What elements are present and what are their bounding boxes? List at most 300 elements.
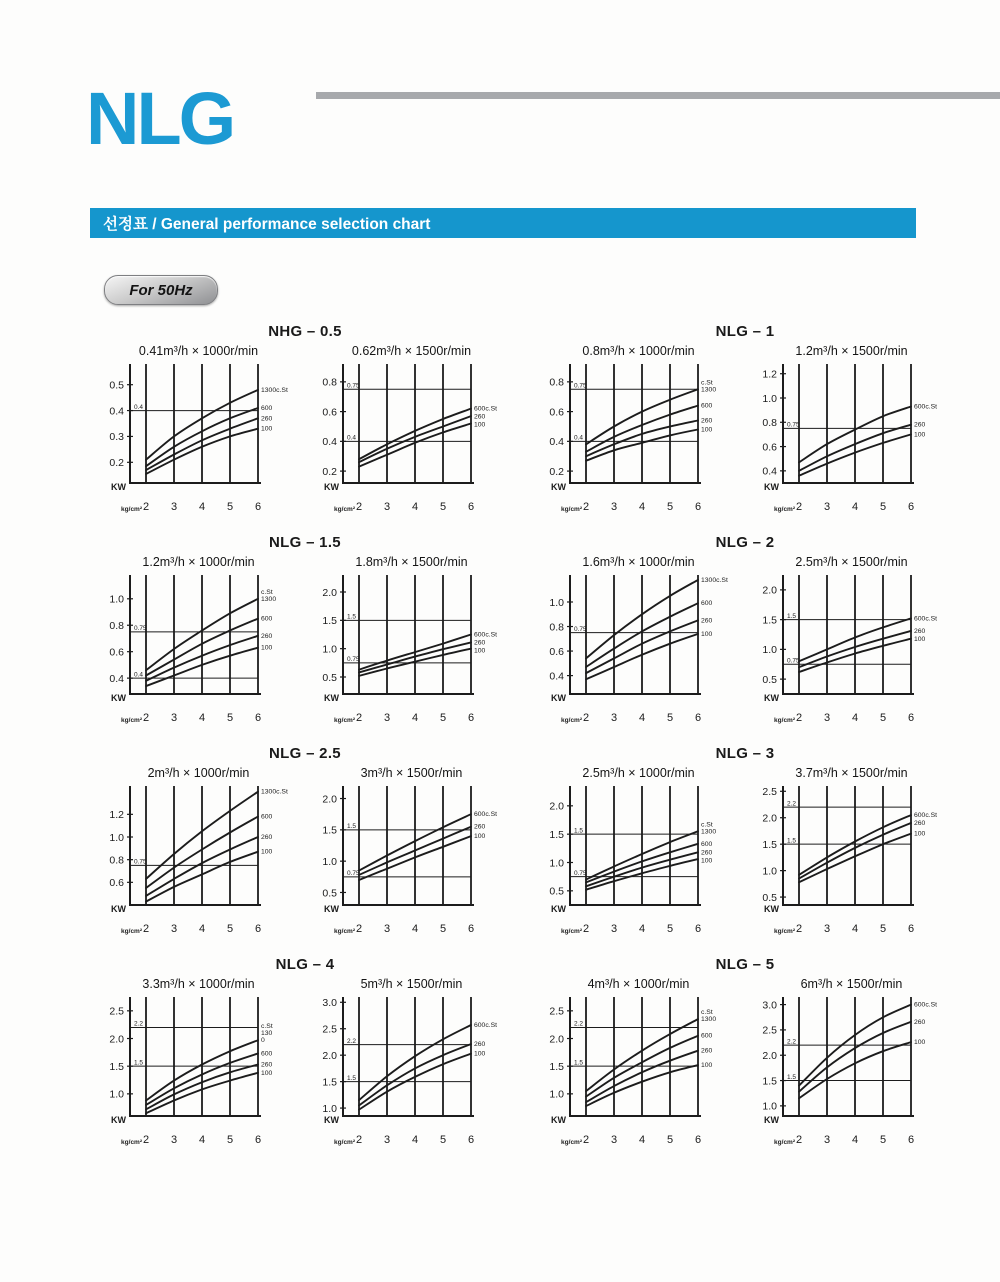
svg-text:1.5: 1.5 <box>762 614 777 627</box>
svg-text:1.5: 1.5 <box>787 1073 797 1081</box>
chart-subtitle: 1.2m³/h × 1000r/min <box>142 555 255 569</box>
svg-text:0.75: 0.75 <box>134 858 147 866</box>
svg-text:600c.St: 600c.St <box>474 631 498 639</box>
section-header-bar <box>90 208 916 238</box>
svg-text:2: 2 <box>795 923 803 935</box>
svg-text:0.8: 0.8 <box>322 376 337 389</box>
svg-text:2: 2 <box>795 501 803 513</box>
svg-text:4: 4 <box>638 923 646 935</box>
svg-text:2: 2 <box>795 712 803 724</box>
svg-text:1.5: 1.5 <box>574 827 584 835</box>
svg-text:2.0: 2.0 <box>762 812 777 825</box>
section-title: NLG – 2 <box>715 534 775 551</box>
svg-text:2: 2 <box>355 923 363 935</box>
svg-text:4: 4 <box>411 712 419 724</box>
svg-text:3.0: 3.0 <box>762 999 777 1012</box>
svg-text:3: 3 <box>823 923 831 935</box>
svg-text:1.0: 1.0 <box>109 1088 124 1101</box>
svg-text:5: 5 <box>439 501 447 513</box>
svg-text:4: 4 <box>638 501 646 513</box>
svg-text:2.0: 2.0 <box>549 800 564 813</box>
svg-text:2: 2 <box>355 1134 363 1146</box>
svg-text:0.2: 0.2 <box>549 465 564 478</box>
svg-text:2: 2 <box>795 1134 803 1146</box>
svg-text:5: 5 <box>879 1134 887 1146</box>
charts-grid <box>92 323 958 1150</box>
svg-text:1.2: 1.2 <box>109 809 124 822</box>
chart-svg <box>309 359 514 517</box>
svg-text:6: 6 <box>254 1134 262 1146</box>
svg-text:6: 6 <box>254 712 262 724</box>
svg-text:600c.St: 600c.St <box>914 403 938 411</box>
svg-text:5: 5 <box>226 1134 234 1146</box>
svg-text:c.St: c.St <box>261 588 273 596</box>
svg-text:0.5: 0.5 <box>109 379 124 392</box>
svg-text:1.5: 1.5 <box>787 837 797 845</box>
chart-pair <box>536 764 954 939</box>
svg-text:1.5: 1.5 <box>347 823 357 831</box>
svg-text:0.75: 0.75 <box>347 382 360 390</box>
svg-text:260: 260 <box>261 415 273 423</box>
svg-text:4: 4 <box>198 923 206 935</box>
svg-text:5: 5 <box>666 923 674 935</box>
performance-chart <box>536 342 741 517</box>
svg-text:KW: KW <box>324 904 339 914</box>
svg-text:1.5: 1.5 <box>347 1074 357 1082</box>
chart-svg <box>749 570 954 728</box>
svg-text:2.2: 2.2 <box>134 1020 144 1028</box>
svg-text:1300: 1300 <box>261 595 277 603</box>
svg-text:2.0: 2.0 <box>109 1033 124 1046</box>
performance-chart <box>536 975 741 1150</box>
svg-text:kg/cm²: kg/cm² <box>334 1139 355 1146</box>
chart-svg <box>749 781 954 939</box>
chart-subtitle: 1.8m³/h × 1500r/min <box>355 555 468 569</box>
svg-text:KW: KW <box>111 482 126 492</box>
frequency-badge-label: For 50Hz <box>129 281 193 299</box>
svg-text:3: 3 <box>610 1134 618 1146</box>
svg-text:2.2: 2.2 <box>787 800 797 808</box>
top-rule <box>316 92 1000 99</box>
chart-pair <box>96 553 514 728</box>
svg-text:1.0: 1.0 <box>762 392 777 405</box>
svg-text:1.0: 1.0 <box>549 596 564 609</box>
chart-subtitle: 2.5m³/h × 1000r/min <box>582 766 695 780</box>
svg-text:0.4: 0.4 <box>322 436 337 449</box>
svg-text:260: 260 <box>474 413 486 421</box>
performance-chart <box>309 553 514 728</box>
svg-text:kg/cm²: kg/cm² <box>334 506 355 513</box>
svg-text:3.0: 3.0 <box>322 997 337 1010</box>
chart-subtitle: 3.3m³/h × 1000r/min <box>142 977 255 991</box>
svg-text:4: 4 <box>411 501 419 513</box>
svg-text:2.0: 2.0 <box>762 584 777 597</box>
svg-text:6: 6 <box>694 923 702 935</box>
svg-text:KW: KW <box>551 904 566 914</box>
performance-chart <box>536 764 741 939</box>
svg-text:600: 600 <box>701 840 713 848</box>
svg-text:kg/cm²: kg/cm² <box>121 506 142 513</box>
chart-subtitle: 6m³/h × 1500r/min <box>800 977 903 991</box>
svg-text:1.0: 1.0 <box>549 1088 564 1101</box>
svg-text:3: 3 <box>383 712 391 724</box>
svg-text:kg/cm²: kg/cm² <box>121 717 142 724</box>
svg-text:100: 100 <box>474 647 486 655</box>
svg-text:1.0: 1.0 <box>109 831 124 844</box>
frequency-badge <box>104 275 218 305</box>
svg-text:0.6: 0.6 <box>549 406 564 419</box>
svg-text:600: 600 <box>261 813 273 821</box>
svg-text:6: 6 <box>694 501 702 513</box>
svg-text:2.0: 2.0 <box>322 1049 337 1062</box>
performance-chart <box>749 764 954 939</box>
performance-chart <box>536 553 741 728</box>
chart-subtitle: 4m³/h × 1000r/min <box>587 977 690 991</box>
svg-text:3: 3 <box>823 501 831 513</box>
svg-text:kg/cm²: kg/cm² <box>774 506 795 513</box>
svg-text:0.75: 0.75 <box>787 657 800 665</box>
svg-text:1.5: 1.5 <box>762 1075 777 1088</box>
svg-text:0.5: 0.5 <box>549 885 564 898</box>
svg-text:1300c.St: 1300c.St <box>701 576 728 584</box>
svg-text:KW: KW <box>551 1115 566 1125</box>
svg-text:2.0: 2.0 <box>762 1050 777 1063</box>
svg-text:600c.St: 600c.St <box>474 811 498 819</box>
svg-text:260: 260 <box>474 823 486 831</box>
svg-text:0.8: 0.8 <box>109 854 124 867</box>
svg-text:kg/cm²: kg/cm² <box>121 928 142 935</box>
svg-text:2: 2 <box>142 712 150 724</box>
svg-text:6: 6 <box>467 1134 475 1146</box>
svg-text:600c.St: 600c.St <box>474 1022 498 1030</box>
chart-svg <box>309 781 514 939</box>
svg-text:5: 5 <box>879 923 887 935</box>
svg-text:600: 600 <box>261 1050 273 1058</box>
svg-text:2.5: 2.5 <box>549 1005 564 1018</box>
svg-text:260: 260 <box>474 639 486 647</box>
svg-text:6: 6 <box>907 501 915 513</box>
svg-text:1.2: 1.2 <box>762 368 777 381</box>
svg-text:1.5: 1.5 <box>762 838 777 851</box>
svg-text:260: 260 <box>914 1018 926 1026</box>
svg-text:0.6: 0.6 <box>109 646 124 659</box>
svg-text:1300c.St: 1300c.St <box>261 386 288 394</box>
svg-text:260: 260 <box>914 820 926 828</box>
svg-text:600: 600 <box>701 402 713 410</box>
svg-text:100: 100 <box>914 635 926 643</box>
svg-text:1.5: 1.5 <box>347 613 357 621</box>
svg-text:5: 5 <box>439 923 447 935</box>
svg-text:3: 3 <box>610 501 618 513</box>
svg-text:0.4: 0.4 <box>347 434 357 442</box>
chart-subtitle: 1.2m³/h × 1500r/min <box>795 344 908 358</box>
svg-text:260: 260 <box>914 627 926 635</box>
svg-text:1.0: 1.0 <box>762 644 777 657</box>
svg-text:0.6: 0.6 <box>549 645 564 658</box>
svg-text:3: 3 <box>170 501 178 513</box>
performance-chart <box>96 764 301 939</box>
svg-text:260: 260 <box>701 617 713 625</box>
svg-text:100: 100 <box>701 630 713 638</box>
svg-text:6: 6 <box>907 1134 915 1146</box>
svg-text:0.75: 0.75 <box>574 625 587 633</box>
svg-text:100: 100 <box>261 848 273 856</box>
svg-text:0.5: 0.5 <box>762 673 777 686</box>
svg-text:100: 100 <box>914 431 926 439</box>
svg-text:1300: 1300 <box>701 386 717 394</box>
svg-text:0.4: 0.4 <box>109 405 124 418</box>
svg-text:0.6: 0.6 <box>109 877 124 890</box>
svg-text:3: 3 <box>823 712 831 724</box>
performance-chart <box>96 553 301 728</box>
chart-svg <box>749 992 954 1150</box>
svg-text:1.0: 1.0 <box>322 643 337 656</box>
svg-text:2: 2 <box>142 923 150 935</box>
chart-subtitle: 0.8m³/h × 1000r/min <box>582 344 695 358</box>
chart-section <box>532 956 958 1150</box>
svg-text:6: 6 <box>694 1134 702 1146</box>
svg-text:6: 6 <box>467 923 475 935</box>
svg-text:KW: KW <box>111 904 126 914</box>
svg-text:600: 600 <box>261 615 273 623</box>
svg-text:3: 3 <box>610 712 618 724</box>
svg-text:3: 3 <box>170 1134 178 1146</box>
svg-text:0.4: 0.4 <box>134 671 144 679</box>
svg-text:100: 100 <box>261 1069 273 1077</box>
svg-text:4: 4 <box>851 501 859 513</box>
svg-text:kg/cm²: kg/cm² <box>774 1139 795 1146</box>
svg-text:0.6: 0.6 <box>762 441 777 454</box>
svg-text:kg/cm²: kg/cm² <box>561 717 582 724</box>
section-title: NLG – 3 <box>715 745 775 762</box>
svg-text:100: 100 <box>474 421 486 429</box>
performance-chart <box>749 553 954 728</box>
chart-svg <box>96 359 301 517</box>
svg-text:KW: KW <box>764 1115 779 1125</box>
section-header-title: 선정표 / General performance selection chart <box>103 216 431 233</box>
chart-pair <box>536 342 954 517</box>
section-title: NLG – 4 <box>275 956 335 973</box>
svg-text:0.4: 0.4 <box>549 670 564 683</box>
svg-text:KW: KW <box>324 482 339 492</box>
chart-section <box>92 956 518 1150</box>
svg-text:1.5: 1.5 <box>549 1060 564 1073</box>
svg-text:4: 4 <box>638 712 646 724</box>
svg-text:KW: KW <box>551 693 566 703</box>
chart-subtitle: 2.5m³/h × 1500r/min <box>795 555 908 569</box>
svg-text:2.5: 2.5 <box>762 1024 777 1037</box>
svg-text:2: 2 <box>355 712 363 724</box>
section-title: NLG – 5 <box>715 956 775 973</box>
svg-text:0.8: 0.8 <box>762 417 777 430</box>
svg-text:2.0: 2.0 <box>322 793 337 806</box>
svg-text:1300c.St: 1300c.St <box>261 788 288 796</box>
svg-text:1.5: 1.5 <box>322 615 337 628</box>
svg-text:0.6: 0.6 <box>322 406 337 419</box>
svg-text:KW: KW <box>111 1115 126 1125</box>
svg-text:100: 100 <box>701 426 713 434</box>
svg-text:3: 3 <box>383 1134 391 1146</box>
svg-text:4: 4 <box>851 1134 859 1146</box>
svg-text:0.5: 0.5 <box>322 671 337 684</box>
chart-subtitle: 1.6m³/h × 1000r/min <box>582 555 695 569</box>
chart-pair <box>96 975 514 1150</box>
svg-text:5: 5 <box>666 501 674 513</box>
svg-text:2: 2 <box>142 1134 150 1146</box>
svg-text:2.2: 2.2 <box>787 1038 797 1046</box>
svg-text:600: 600 <box>701 1032 713 1040</box>
svg-text:1.5: 1.5 <box>549 828 564 841</box>
svg-text:260: 260 <box>261 834 273 841</box>
svg-text:0.75: 0.75 <box>574 869 587 877</box>
svg-text:2.5: 2.5 <box>762 786 777 799</box>
svg-text:0.75: 0.75 <box>134 625 147 633</box>
chart-pair <box>536 553 954 728</box>
svg-text:1.5: 1.5 <box>322 824 337 837</box>
svg-text:600c.St: 600c.St <box>914 615 938 623</box>
svg-text:6: 6 <box>254 501 262 513</box>
chart-section <box>92 534 518 728</box>
svg-text:5: 5 <box>879 501 887 513</box>
svg-text:0.4: 0.4 <box>574 434 584 442</box>
svg-text:0.5: 0.5 <box>322 887 337 900</box>
brand-logo: NLG <box>86 77 234 160</box>
svg-text:5: 5 <box>226 923 234 935</box>
svg-text:0.3: 0.3 <box>109 431 124 444</box>
svg-text:c.St: c.St <box>701 1009 713 1017</box>
svg-text:kg/cm²: kg/cm² <box>561 1139 582 1146</box>
svg-text:0.2: 0.2 <box>109 457 124 470</box>
svg-text:1.5: 1.5 <box>322 1076 337 1089</box>
svg-text:600c.St: 600c.St <box>474 405 498 413</box>
svg-text:260: 260 <box>914 421 926 429</box>
svg-text:0.75: 0.75 <box>347 656 360 664</box>
svg-text:0.4: 0.4 <box>549 436 564 449</box>
svg-text:kg/cm²: kg/cm² <box>774 928 795 935</box>
chart-section <box>532 323 958 517</box>
svg-text:260: 260 <box>474 1041 486 1049</box>
svg-text:KW: KW <box>764 693 779 703</box>
svg-text:KW: KW <box>324 1115 339 1125</box>
svg-text:1.0: 1.0 <box>322 855 337 868</box>
svg-text:5: 5 <box>226 501 234 513</box>
svg-text:1.5: 1.5 <box>134 1059 144 1067</box>
chart-pair <box>96 764 514 939</box>
svg-text:6: 6 <box>907 712 915 724</box>
svg-text:2.2: 2.2 <box>347 1037 357 1045</box>
svg-text:1.5: 1.5 <box>109 1060 124 1073</box>
svg-text:5: 5 <box>439 1134 447 1146</box>
svg-text:3: 3 <box>610 923 618 935</box>
svg-text:4: 4 <box>198 1134 206 1146</box>
svg-text:4: 4 <box>638 1134 646 1146</box>
svg-text:kg/cm²: kg/cm² <box>561 506 582 513</box>
performance-chart <box>96 342 301 517</box>
chart-svg <box>536 781 741 939</box>
svg-text:260: 260 <box>701 1047 713 1055</box>
svg-text:100: 100 <box>701 857 713 865</box>
svg-text:0.8: 0.8 <box>549 376 564 389</box>
svg-text:KW: KW <box>551 482 566 492</box>
svg-text:2: 2 <box>582 712 590 724</box>
svg-text:3: 3 <box>170 712 178 724</box>
svg-text:2: 2 <box>582 501 590 513</box>
svg-text:3: 3 <box>170 923 178 935</box>
svg-text:0.75: 0.75 <box>347 870 360 878</box>
svg-text:1300: 1300 <box>701 1016 717 1024</box>
svg-text:260: 260 <box>261 632 273 640</box>
chart-section <box>92 745 518 939</box>
svg-text:0.4: 0.4 <box>109 672 124 685</box>
svg-text:4: 4 <box>198 712 206 724</box>
svg-text:2: 2 <box>355 501 363 513</box>
svg-text:2: 2 <box>142 501 150 513</box>
svg-text:130: 130 <box>261 1030 273 1038</box>
performance-chart <box>749 975 954 1150</box>
svg-text:3: 3 <box>383 923 391 935</box>
chart-svg <box>749 359 954 517</box>
chart-svg <box>309 570 514 728</box>
svg-text:3: 3 <box>823 1134 831 1146</box>
svg-text:6: 6 <box>254 923 262 935</box>
svg-text:100: 100 <box>261 644 273 652</box>
chart-section <box>532 745 958 939</box>
chart-svg <box>96 781 301 939</box>
svg-text:4: 4 <box>198 501 206 513</box>
svg-text:0.5: 0.5 <box>762 891 777 904</box>
svg-text:100: 100 <box>474 1050 486 1058</box>
svg-text:1.0: 1.0 <box>109 593 124 606</box>
section-title: NLG – 1 <box>715 323 775 340</box>
svg-text:KW: KW <box>764 482 779 492</box>
svg-text:kg/cm²: kg/cm² <box>334 717 355 724</box>
svg-text:600: 600 <box>701 600 713 608</box>
svg-text:0.4: 0.4 <box>134 403 144 411</box>
section-title: NHG – 0.5 <box>268 323 342 340</box>
svg-text:0.2: 0.2 <box>322 465 337 478</box>
svg-text:4: 4 <box>851 923 859 935</box>
svg-text:100: 100 <box>474 833 486 841</box>
svg-text:1.0: 1.0 <box>762 1100 777 1113</box>
svg-text:4: 4 <box>851 712 859 724</box>
chart-section <box>532 534 958 728</box>
svg-text:100: 100 <box>701 1062 713 1070</box>
svg-text:0.4: 0.4 <box>762 465 777 478</box>
svg-text:2.0: 2.0 <box>549 1033 564 1046</box>
svg-text:6: 6 <box>694 712 702 724</box>
section-title: NLG – 2.5 <box>269 745 341 762</box>
chart-svg <box>536 359 741 517</box>
svg-text:2: 2 <box>582 1134 590 1146</box>
svg-text:kg/cm²: kg/cm² <box>774 717 795 724</box>
chart-pair <box>96 342 514 517</box>
chart-svg <box>536 570 741 728</box>
svg-text:260: 260 <box>701 849 713 857</box>
svg-text:1.5: 1.5 <box>574 1059 584 1067</box>
svg-text:5: 5 <box>226 712 234 724</box>
chart-subtitle: 0.41m³/h × 1000r/min <box>138 344 259 358</box>
performance-chart <box>309 764 514 939</box>
svg-text:2.5: 2.5 <box>109 1005 124 1018</box>
svg-text:KW: KW <box>764 904 779 914</box>
chart-pair <box>536 975 954 1150</box>
svg-text:1.0: 1.0 <box>322 1102 337 1115</box>
svg-text:0.75: 0.75 <box>574 382 587 390</box>
svg-text:600: 600 <box>261 404 273 412</box>
chart-svg <box>96 992 301 1150</box>
svg-text:4: 4 <box>411 923 419 935</box>
svg-text:600c.St: 600c.St <box>914 1001 938 1009</box>
